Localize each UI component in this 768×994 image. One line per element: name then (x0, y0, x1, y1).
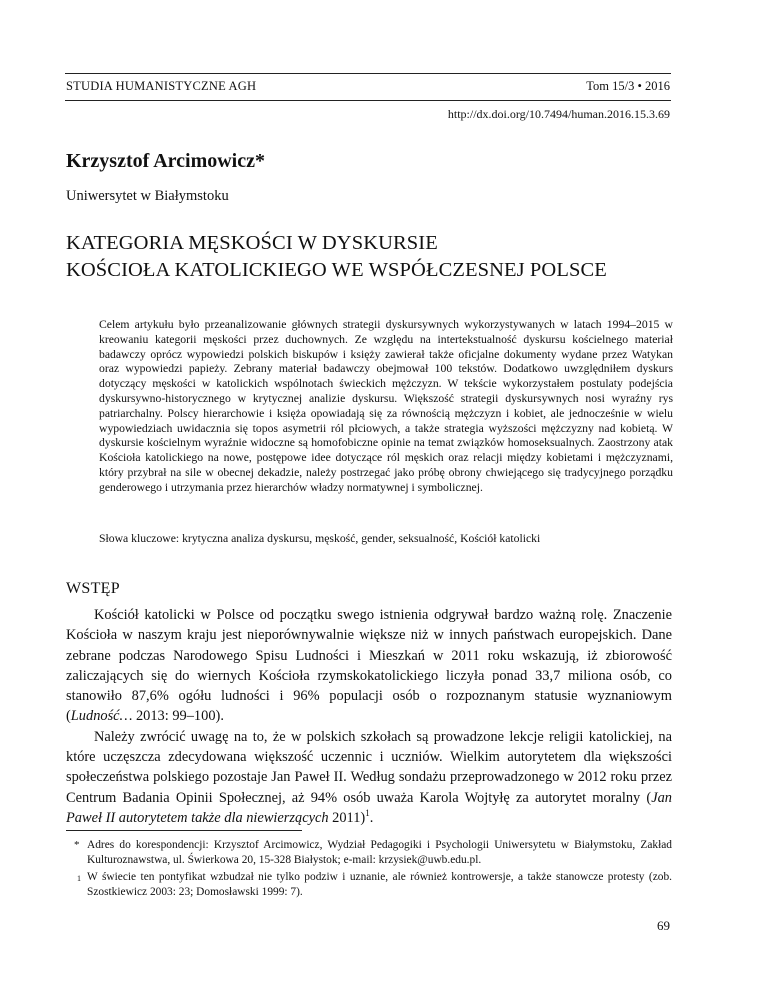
paragraph-2-text: Należy zwrócić uwagę na to, że w polskich szkołach są prowadzone lekcje religii katolickiej, na które uczęszcza zdecydowana większość uczennic i uczniów. Wielkim autorytetem dla większości społeczeństwa polskiego pozostaje Jan Paweł II. Według sondażu przeprowadzonego w 2012 roku przez Centrum Badania Opinii Społecznej, aż 94% osób uważa Karola Wojtyłę za autorytet moralny ( (66, 728, 672, 806)
paragraph-1-end: 2013: 99–100). (132, 708, 224, 725)
footnotes (66, 838, 672, 900)
footnote-correspondence (66, 838, 672, 868)
body-paragraph-1 (66, 605, 672, 727)
journal-name: STUDIA HUMANISTYCZNE AGH (66, 79, 257, 93)
header-bottom-rule (65, 100, 671, 101)
page-number: 69 (657, 918, 670, 933)
keywords: Słowa kluczowe: krytyczna analiza dyskursu, męskość, gender, seksualność, Kościół katolicki (99, 532, 541, 545)
footnote-rule (66, 830, 302, 831)
doi-link[interactable]: http://dx.doi.org/10.7494/human.2016.15.3.69 (447, 107, 670, 121)
author-affiliation: Uniwersytet w Białymstoku (66, 188, 229, 204)
volume-info: Tom 15/3 • 2016 (586, 79, 670, 93)
title-line-1: KATEGORIA MĘSKOŚCI W DYSKURSIE (66, 232, 438, 254)
section-body (66, 605, 672, 828)
title-line-2: KOŚCIOŁA KATOLICKIEGO WE WSPÓŁCZESNEJ POLSCE (66, 259, 607, 281)
abstract: Celem artykułu było przeanalizowanie głównych strategii dyskursywnych wykorzystywanych w latach 1994–2015 w kreowaniu kategorii męskości przez duchownych. Ze względu na intertekstualność dyskursu kościelnego materiał badawczy oprócz wypowiedzi polskich biskupów i księży zawierał także oficjalne dokumenty wydane przez Watykan oraz wypowiedzi papieży. Zebrany materiał badawczy obejmował 100 tekstów. Dodatkowo uwzględniłem dyskurs dotyczący męskości w katolickich wspólnotach świeckich mężczyzn. W tekście wykorzystałem postulaty podejścia dyskursywno-historycznego w krytycznej analizie dyskursu. Większość strategii dyskursywnych nosi wyraźny rys patriarchalny. Polscy hierarchowie i księża opowiadają się za równością mężczyzn i kobiet, ale jednocześnie w wielu wypowiedziach uwidacznia się topos asymetrii ról płciowych, a także strategia wyższości mężczyzny nad kobietą. W dyskursie kościelnym wyraźnie widoczne są homofobiczne opinie na temat związków homoseksualnych. Zaostrzony atak Kościoła katolickiego na nowe, postępowe idee dotyczące ról męskich oraz relacji między kobietami i mężczyznami, który przybrał na sile w obecnej dekadzie, należy postrzegać jako próbę obrony chwiejącego się tradycyjnego porządku genderowego i utrzymania przez hierarchów władzy normatywnej i symbolicznej. (99, 318, 673, 494)
footnote-mark: 1 (77, 874, 81, 883)
article-title (66, 230, 607, 284)
citation-jan-pawel: Jan Paweł II autorytetem także dla niewierzących (66, 789, 672, 826)
paragraph-1-text: Kościół katolicki w Polsce od początku swego istnienia odgrywał bardzo ważną rolę. Znaczenie Kościoła w naszym kraju jest nieporównywalnie większe niż w innych państwach europejskich. Dane zebrane podczas Narodowego Spisu Ludności i Mieszkań w 2011 roku wskazują, iż zbiorowość zaliczających się do wiernych Kościoła rzymskokatolickiego liczyła ponad 33,7 miliona osób, co stanowiło 87,6% ogółu ludności i 96% populacji osób o rozpoznanym statusie wyznaniowym ( (66, 607, 672, 725)
footnote-ref-1[interactable]: 1 (365, 808, 370, 819)
paragraph-2-end: 2011) (328, 809, 366, 826)
footnote-text: W świecie ten pontyfikat wzbudzał nie tylko podziw i uznanie, ale również kontrowersje, a także stanowcze protesty (zob. Szostkiewicz 2003: 23; Domosławski 1999: 7). (87, 871, 672, 898)
paragraph-2-tail: . (369, 809, 374, 826)
header-top-rule (65, 73, 671, 74)
body-paragraph-2 (66, 727, 672, 828)
section-heading: WSTĘP (66, 580, 120, 597)
footnote-1 (66, 870, 672, 900)
footnote-mark: * (74, 839, 80, 851)
author-name: Krzysztof Arcimowicz* (66, 150, 265, 172)
citation-ludnosc: Ludność… (70, 708, 133, 725)
footnote-text: Adres do korespondencji: Krzysztof Arcimowicz, Wydział Pedagogiki i Psychologii Uniwersytetu w Białymstoku, Zakład Kulturoznawstwa, ul. Świerkowa 20, 15-328 Białystok; e-mail: krzysiek@uwb.edu.pl. (87, 839, 672, 866)
